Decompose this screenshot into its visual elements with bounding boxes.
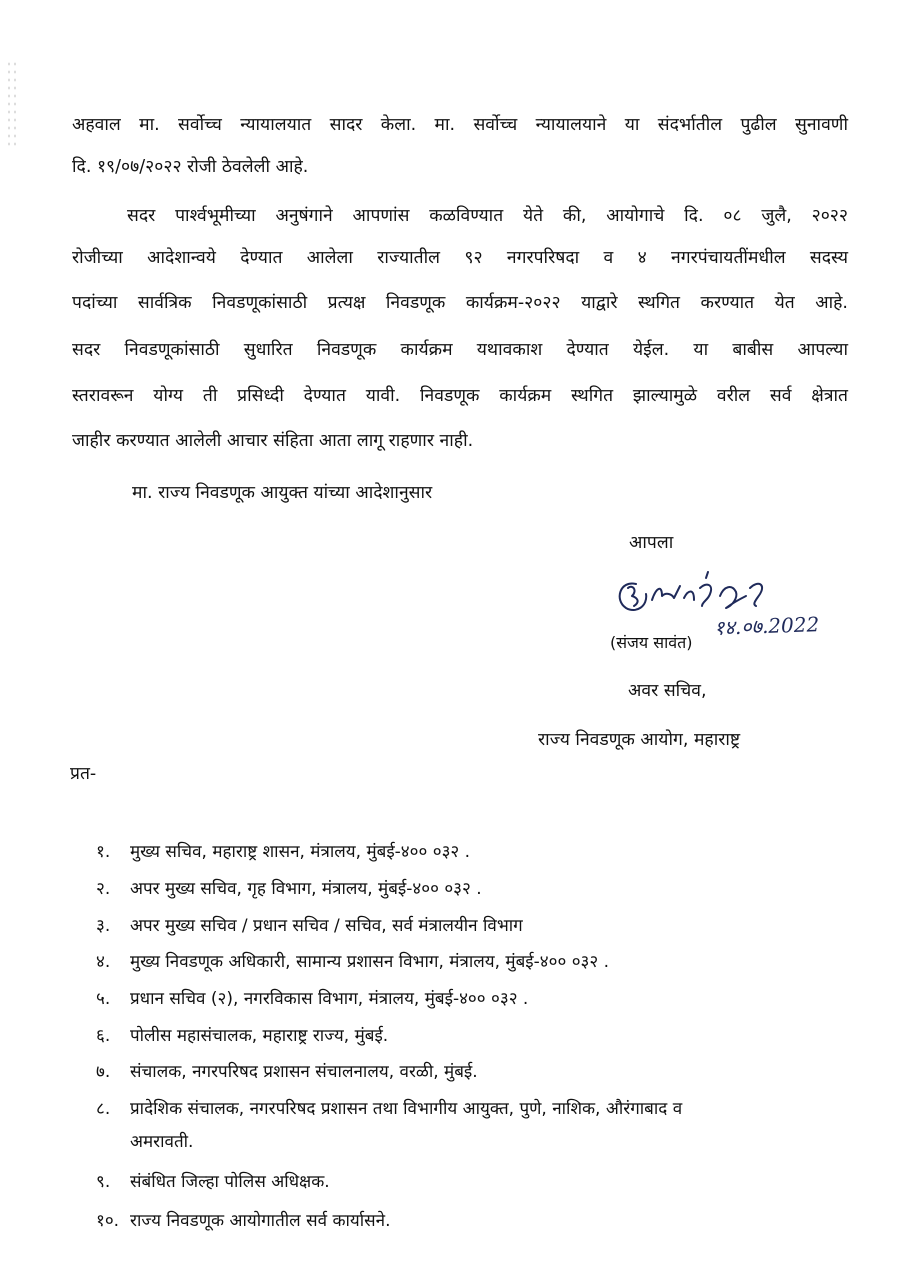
list-item xyxy=(96,840,470,864)
list-text: अपर मुख्य सचिव / प्रधान सचिव / सचिव, सर्व मंत्रालयीन विभाग xyxy=(130,916,523,936)
list-item xyxy=(96,914,523,938)
list-number: १०. xyxy=(96,1211,120,1231)
scan-artifact xyxy=(6,60,16,150)
list-text: संबंधित जिल्हा पोलिस अधिक्षक. xyxy=(130,1172,330,1192)
list-item xyxy=(96,1024,388,1048)
list-number: ४. xyxy=(96,952,111,972)
signatory-name: (संजय सावंत) xyxy=(610,633,693,652)
list-text: संचालक, नगरपरिषद प्रशासन संचालनालय, वरळी, मुंबई. xyxy=(130,1062,478,1082)
list-number: ३. xyxy=(96,916,111,936)
list-number: १. xyxy=(96,842,111,862)
list-item xyxy=(96,950,609,974)
list-text: प्रादेशिक संचालक, नगरपरिषद प्रशासन तथा विभागीय आयुक्त, पुणे, नाशिक, औरंगाबाद व xyxy=(130,1099,683,1119)
list-text: प्रधान सचिव (२), नगरविकास विभाग, मंत्रालय, मुंबई-४०० ०३२ . xyxy=(130,989,529,1009)
list-number: ५. xyxy=(96,989,111,1009)
list-number: ९. xyxy=(96,1172,111,1192)
list-number: २. xyxy=(96,879,111,899)
list-text: राज्य निवडणूक आयोगातील सर्व कार्यासने. xyxy=(130,1211,391,1231)
signature-date: १४.०७.2022 xyxy=(713,612,820,640)
list-item xyxy=(96,1060,478,1084)
list-text: मुख्य निवडणूक अधिकारी, सामान्य प्रशासन विभाग, मंत्रालय, मुंबई-४०० ०३२ . xyxy=(130,952,610,972)
list-item xyxy=(96,1209,391,1233)
list-item xyxy=(96,1097,682,1121)
body-line-2: दि. १९/०७/२०२२ रोजी ठेवलेली आहे. xyxy=(72,157,309,177)
designation: अवर सचिव, xyxy=(628,681,707,701)
list-item xyxy=(96,1170,330,1194)
office-name: राज्य निवडणूक आयोग, महाराष्ट्र xyxy=(538,730,741,750)
list-text: अपर मुख्य सचिव, गृह विभाग, मंत्रालय, मुंबई-४०० ०३२ . xyxy=(130,879,482,899)
order-line: मा. राज्य निवडणूक आयुक्त यांच्या आदेशानुसार xyxy=(132,483,433,503)
list-text: पोलीस महासंचालक, महाराष्ट्र राज्य, मुंबई. xyxy=(130,1026,389,1046)
body-line-4: रोजीच्या आदेशान्वये देण्यात आलेला राज्यातील ९२ नगरपरिषदा व ४ नगरपंचायतींमधील सदस्य xyxy=(72,248,848,268)
body-line-3: सदर पार्श्वभूमीच्या अनुषंगाने आपणांस कळविण्यात येते की, आयोगाचे दि. ०८ जुलै, २०२२ xyxy=(127,206,848,226)
list-item xyxy=(96,1130,193,1154)
list-text: मुख्य सचिव, महाराष्ट्र शासन, मंत्रालय, मुंबई-४०० ०३२ . xyxy=(130,842,471,862)
list-number: ६. xyxy=(96,1026,111,1046)
body-line-5: पदांच्या सार्वत्रिक निवडणूकांसाठी प्रत्यक्ष निवडणूक कार्यक्रम-२०२२ याद्वारे स्थगित करण्यात येत आहे. xyxy=(72,293,848,313)
list-text: अमरावती. xyxy=(130,1132,194,1152)
body-line-8: जाहीर करण्यात आलेली आचार संहिता आता लागू राहणार नाही. xyxy=(72,431,474,451)
body-line-1: अहवाल मा. सर्वोच्च न्यायालयात सादर केला. मा. सर्वोच्च न्यायालयाने या संदर्भातील पुढील सुनावणी xyxy=(72,115,848,135)
list-number: ८. xyxy=(96,1099,111,1119)
list-item xyxy=(96,877,482,901)
body-line-6: सदर निवडणूकांसाठी सुधारित निवडणूक कार्यक्रम यथावकाश देण्यात येईल. या बाबीस आपल्या xyxy=(72,340,848,360)
closing-text: आपला xyxy=(629,533,674,553)
body-line-7: स्तरावरून योग्य ती प्रसिध्दी देण्यात यावी. निवडणूक कार्यक्रम स्थगित झाल्यामुळे वरील सर्व क्षेत्रात xyxy=(72,386,848,406)
copy-to-heading: प्रत- xyxy=(70,764,97,784)
list-item xyxy=(96,987,528,1011)
list-number: ७. xyxy=(96,1062,111,1082)
